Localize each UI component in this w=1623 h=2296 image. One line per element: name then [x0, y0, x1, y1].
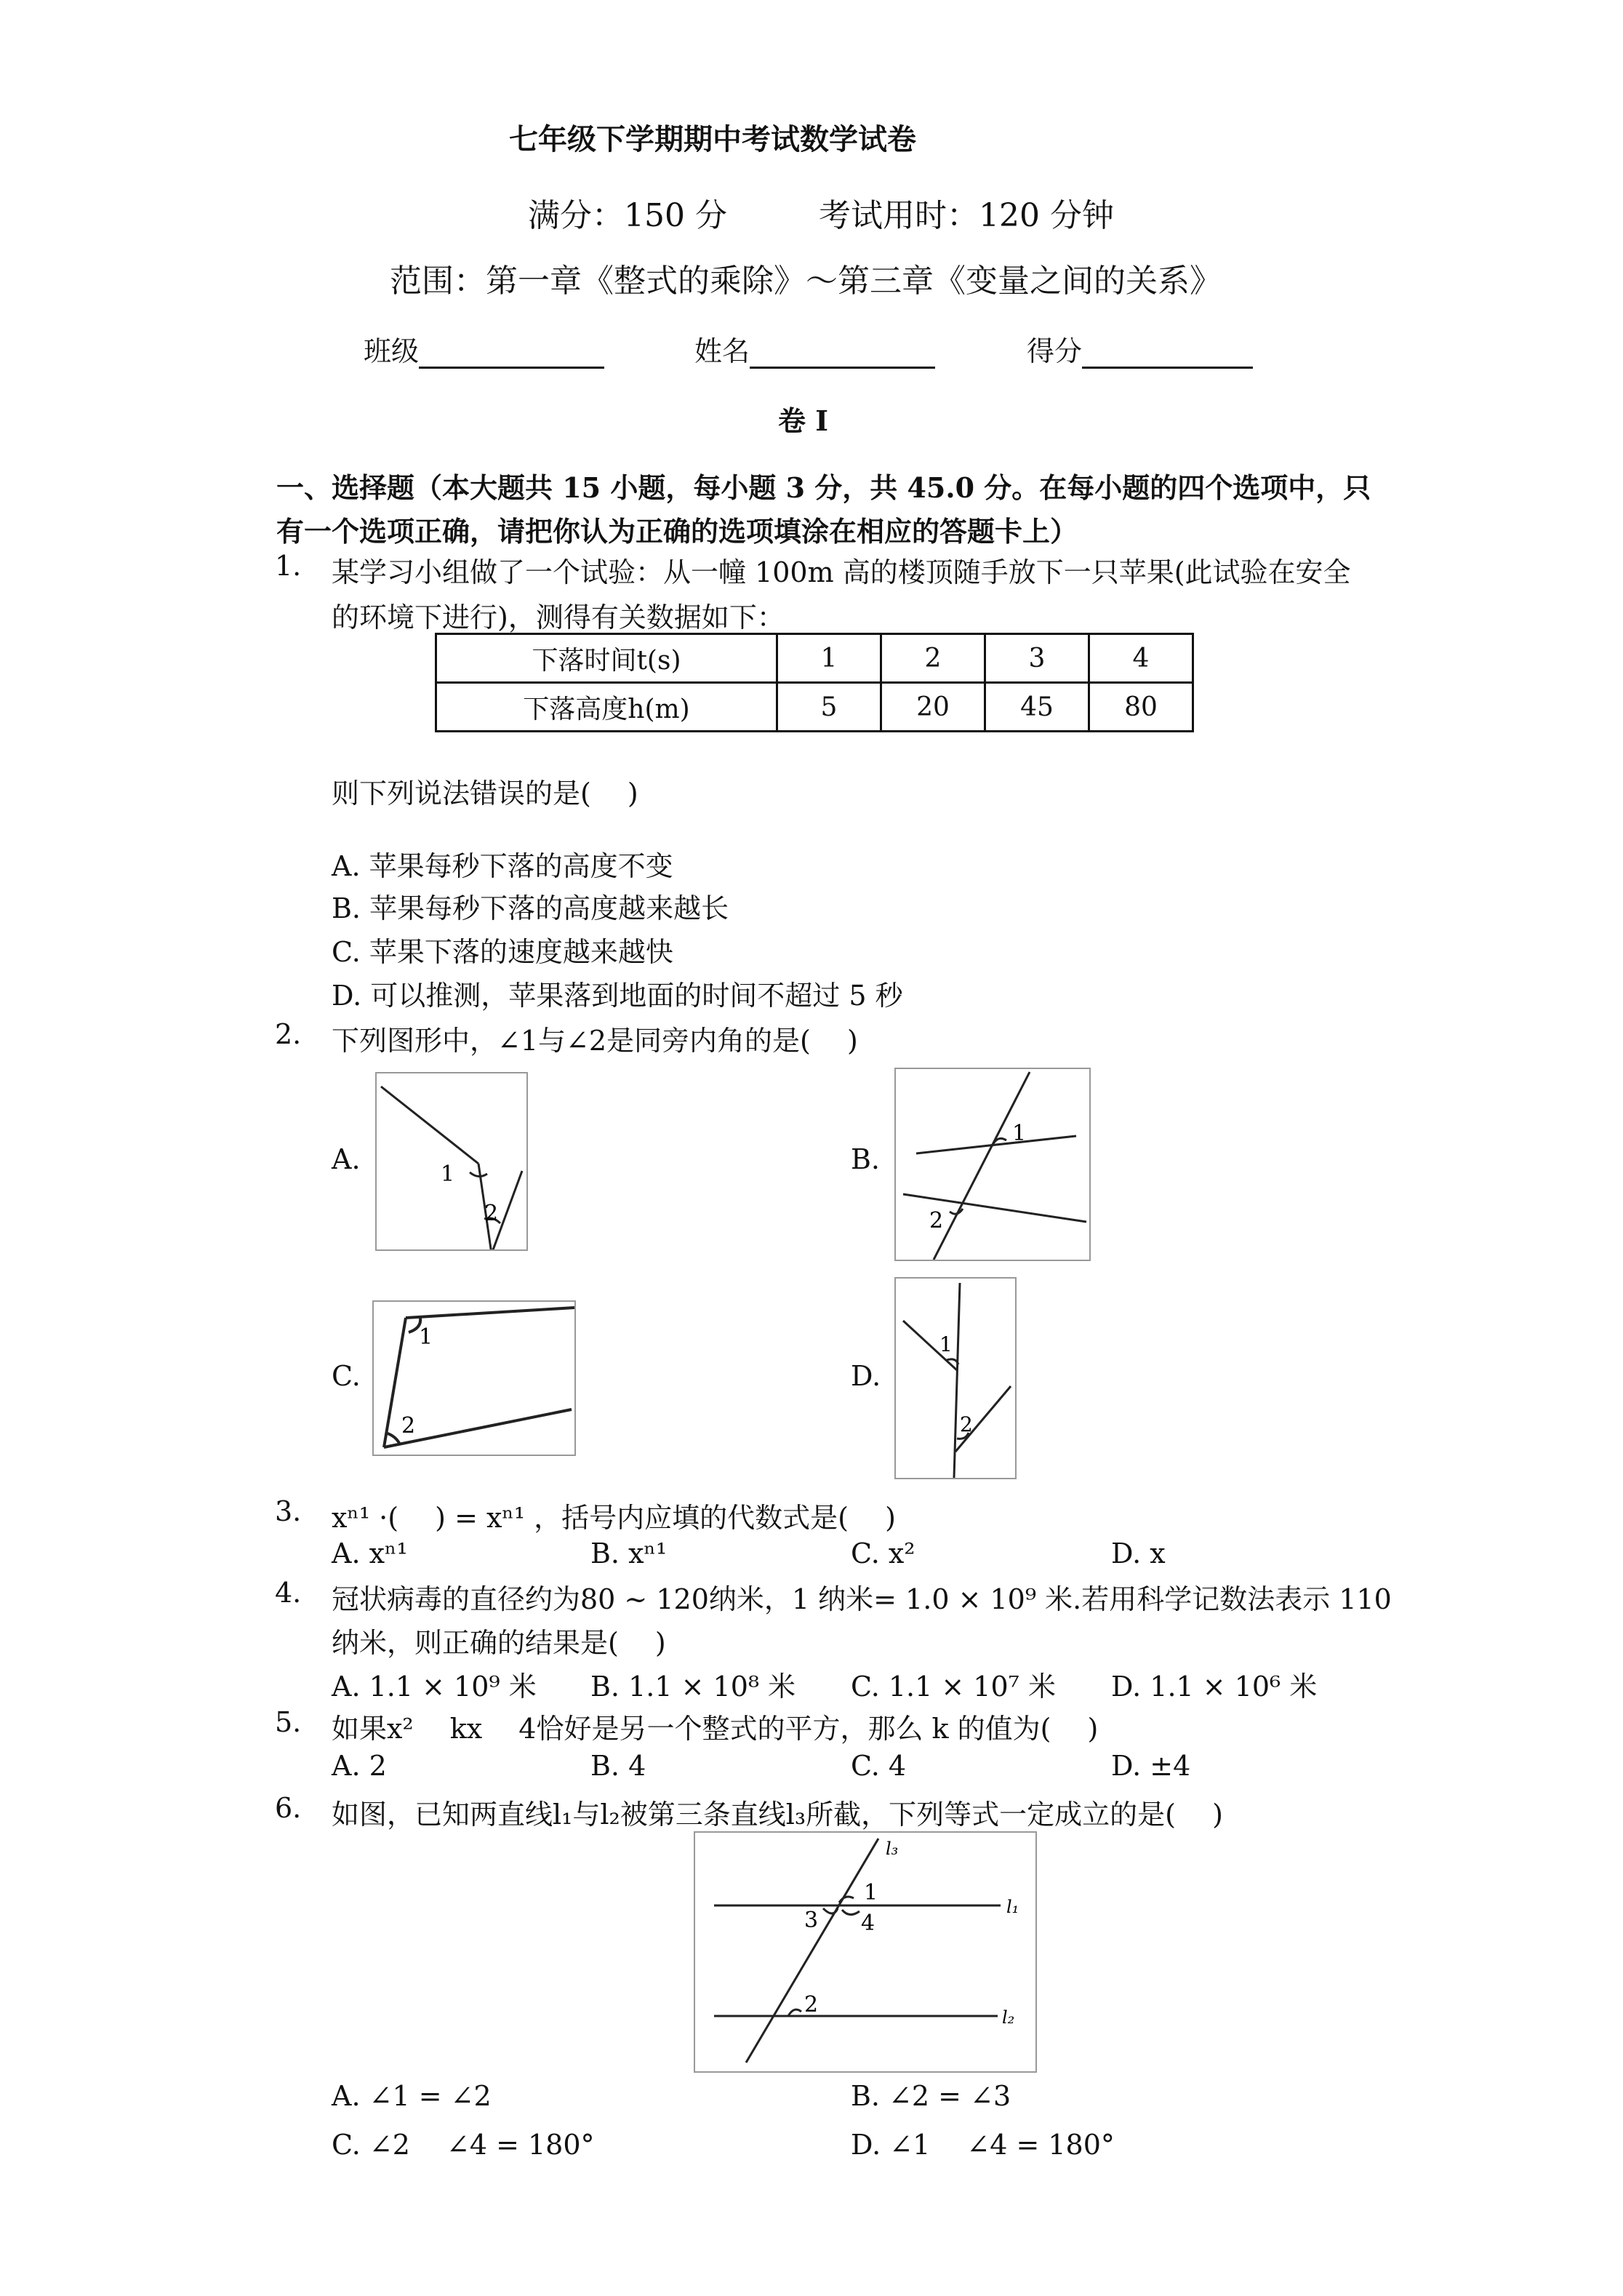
q3-option-a[interactable]: A. xⁿ¹ — [332, 1537, 408, 1569]
q5-option-d[interactable]: D. ±4 — [1111, 1750, 1191, 1782]
line-label-l3: l₃ — [886, 1839, 899, 1859]
angle-label-1: 1 — [1012, 1121, 1027, 1146]
line-label-l2: l₂ — [1002, 2007, 1015, 2028]
figure-d-drawing — [896, 1279, 1015, 1478]
angle-label-2: 2 — [960, 1412, 973, 1436]
q2-stem: 下列图形中，∠1与∠2是同旁内角的是( ) — [332, 1025, 858, 1057]
table-cell: 5 — [777, 683, 881, 732]
q5-option-b[interactable]: B. 4 — [590, 1750, 646, 1782]
q6-option-a[interactable]: A. ∠1 = ∠2 — [332, 2080, 492, 2112]
q3-option-d[interactable]: D. x — [1111, 1537, 1166, 1569]
name-field[interactable] — [694, 329, 935, 369]
figure-b-drawing — [896, 1069, 1089, 1260]
q4-option-b[interactable]: B. 1.1 × 10⁸ 米 — [590, 1671, 796, 1703]
section1-line1: 一、选择题（本大题共 15 小题，每小题 3 分，共 45.0 分。在每小题的四个选项中，只 — [276, 471, 1371, 504]
figure-c-drawing — [374, 1302, 574, 1455]
table-cell: 4 — [1089, 634, 1193, 683]
class-label: 班级 — [364, 335, 420, 367]
q3-option-c[interactable]: C. x² — [851, 1537, 915, 1569]
q5-option-a[interactable]: A. 2 — [332, 1750, 387, 1782]
name-label: 姓名 — [694, 335, 750, 367]
volume-label: 卷 I — [778, 404, 829, 437]
name-blank[interactable] — [750, 342, 935, 369]
table-cell: 3 — [985, 634, 1089, 683]
exam-time: 考试用时：120 分钟 — [819, 197, 1114, 234]
line-label-l1: l₁ — [1006, 1897, 1019, 1917]
q1-line1: 某学习小组做了一个试验：从一幢 100m 高的楼顶随手放下一只苹果(此试验在安全 — [332, 556, 1351, 588]
q2-option-c[interactable]: C. — [332, 1360, 361, 1392]
table-row — [436, 683, 1193, 732]
table-row — [436, 634, 1193, 683]
q2-number: 2. — [275, 1018, 302, 1050]
q5-stem: 如果x² kx 4恰好是另一个整式的平方，那么 k 的值为( ) — [332, 1713, 1099, 1745]
angle-label-1: 1 — [864, 1880, 878, 1905]
q1-line2: 的环境下进行)，测得有关数据如下： — [332, 601, 785, 633]
q4-option-d[interactable]: D. 1.1 × 10⁶ 米 — [1111, 1671, 1318, 1703]
q4-number: 4. — [275, 1577, 302, 1609]
score-field[interactable] — [1027, 329, 1253, 369]
angle-label-2: 2 — [804, 1992, 819, 2017]
q2-figure-d[interactable] — [894, 1277, 1017, 1479]
angle-label-1: 1 — [939, 1332, 953, 1356]
q2-figure-a[interactable] — [375, 1072, 528, 1251]
q6-figure — [694, 1831, 1037, 2073]
table-cell: 下落高度h(m) — [436, 683, 777, 732]
angle-label-2: 2 — [929, 1208, 944, 1233]
q1-stem: 则下列说法错误的是( ) — [332, 777, 638, 809]
q5-number: 5. — [275, 1706, 302, 1738]
table-cell: 45 — [985, 683, 1089, 732]
q4-option-a[interactable]: A. 1.1 × 10⁹ 米 — [332, 1671, 537, 1703]
q6-option-d[interactable]: D. ∠1 ∠4 = 180° — [851, 2129, 1115, 2161]
angle-label-1: 1 — [419, 1324, 433, 1350]
exam-scope: 范围：第一章《整式的乘除》～第三章《变量之间的关系》 — [390, 263, 1222, 300]
score-blank[interactable] — [1082, 342, 1253, 369]
q3-number: 3. — [275, 1495, 302, 1527]
q1-option-b[interactable]: B. 苹果每秒下落的高度越来越长 — [332, 892, 729, 924]
class-blank[interactable] — [419, 342, 604, 369]
table-cell: 2 — [881, 634, 985, 683]
table-cell: 下落时间t(s) — [436, 634, 777, 683]
angle-label-3: 3 — [804, 1908, 819, 1933]
q2-figure-b[interactable] — [894, 1068, 1091, 1261]
q1-option-c[interactable]: C. 苹果下落的速度越来越快 — [332, 936, 673, 968]
table-cell: 80 — [1089, 683, 1193, 732]
q4-option-c[interactable]: C. 1.1 × 10⁷ 米 — [851, 1671, 1056, 1703]
q4-line2: 纳米，则正确的结果是( ) — [332, 1627, 666, 1659]
q1-number: 1. — [275, 550, 302, 582]
q2-figure-c[interactable] — [372, 1300, 576, 1456]
angle-label-2: 2 — [401, 1413, 416, 1439]
score-label: 得分 — [1027, 335, 1083, 367]
q2-option-d[interactable]: D. — [851, 1360, 881, 1392]
table-cell: 1 — [777, 634, 881, 683]
angle-label-4: 4 — [861, 1911, 875, 1936]
q3-stem: xⁿ¹ ·( ) = xⁿ¹ ，括号内应填的代数式是( ) — [332, 1502, 896, 1534]
exam-title: 七年级下学期期中考试数学试卷 — [509, 122, 916, 156]
q3-option-b[interactable]: B. xⁿ¹ — [590, 1537, 668, 1569]
q2-option-a[interactable]: A. — [332, 1143, 361, 1175]
q5-option-c[interactable]: C. 4 — [851, 1750, 907, 1782]
q6-number: 6. — [275, 1792, 302, 1824]
q6-figure-drawing — [695, 1833, 1035, 2071]
table-cell: 20 — [881, 683, 985, 732]
angle-label-1: 1 — [441, 1161, 455, 1187]
section1-line2: 有一个选项正确，请把你认为正确的选项填涂在相应的答题卡上） — [276, 515, 1078, 548]
full-score: 满分：150 分 — [528, 197, 727, 234]
class-field[interactable] — [364, 329, 604, 369]
figure-a-drawing — [377, 1073, 526, 1249]
angle-label-2: 2 — [484, 1201, 499, 1226]
q1-option-d[interactable]: D. 可以推测，苹果落到地面的时间不超过 5 秒 — [332, 980, 903, 1012]
q1-option-a[interactable]: A. 苹果每秒下落的高度不变 — [332, 850, 673, 882]
q2-option-b[interactable]: B. — [851, 1143, 881, 1175]
q1-data-table — [435, 633, 1194, 732]
q4-line1: 冠状病毒的直径约为80 ~ 120纳米，1 纳米= 1.0 × 10⁹ 米.若用科学记数法表示 110 — [332, 1583, 1392, 1615]
q6-option-c[interactable]: C. ∠2 ∠4 = 180° — [332, 2129, 595, 2161]
q6-stem: 如图，已知两直线l₁与l₂被第三条直线l₃所截，下列等式一定成立的是( ) — [332, 1799, 1223, 1831]
q6-option-b[interactable]: B. ∠2 = ∠3 — [851, 2080, 1011, 2112]
